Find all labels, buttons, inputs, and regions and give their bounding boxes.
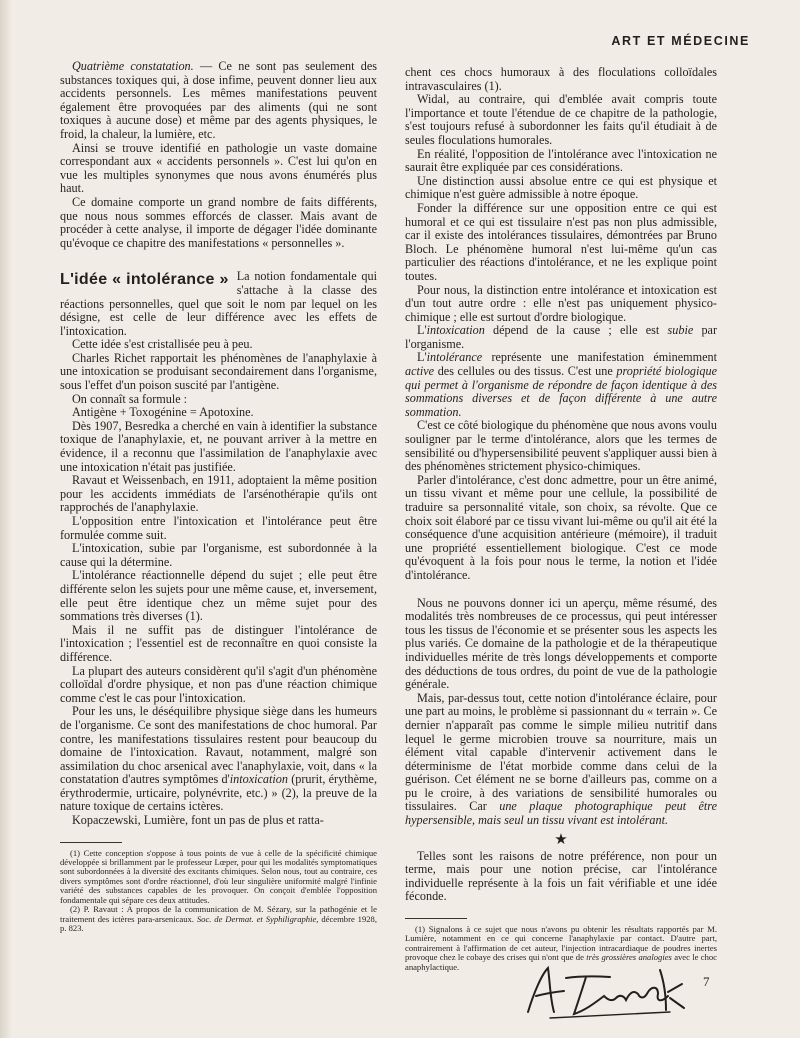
paragraph-pour-nous: Pour nous, la distinction entre intolérance et intoxication est d'un tout autre ordre : elle n'est pas uniquement physico-chimique ; elle est surtout d'ordre biologique. bbox=[405, 282, 717, 324]
paragraph-nous-ne-pouvons: Nous ne pouvons donner ici un aperçu, même résumé, des modalités très nombreuses de ce processus, qui peut intéresser tous les tissus de l'économie et se présenter sous les aspects les plus variés. Ce domaine de la pathologie et de la thérapeutique individuelles mérite de très longs développements et comporte des déductions de tous ordres, du point de vue de la pathologie générale. bbox=[405, 595, 717, 692]
emphasis: intolérance bbox=[426, 350, 483, 365]
paragraph-intoxication: L'intoxication, subie par l'organisme, est subordonnée à la cause qui la détermine. bbox=[60, 541, 377, 569]
paragraph-distinction: Une distinction aussi absolue entre ce qui est physique et chimique n'est guère admissible à notre époque. bbox=[405, 173, 717, 202]
paragraph-lintoxication bbox=[405, 324, 717, 351]
paragraph-text: représente une manifestation éminemment bbox=[482, 350, 717, 365]
paragraph-intolerance: L'intolérance réactionnelle dépend du sujet ; elle peut être différente selon les sujets pour une même cause, et, inversement, elle peut être identique chez un même sujet pour des sommations très diverses (1). bbox=[60, 568, 377, 624]
footnote-text: décembre 1928, p. 823. bbox=[60, 913, 377, 933]
right-column bbox=[405, 66, 717, 972]
emphasis: une plaque photographique peut être hypersensible, mais seul un tissu vivant est intolérant. bbox=[405, 799, 718, 828]
paragraph-pour-les-uns bbox=[60, 705, 377, 814]
left-column bbox=[60, 60, 377, 933]
emphasis: intoxication bbox=[229, 772, 288, 787]
paragraph-notion: La notion fondamentale qui s'attache à la classe des réactions personnelles, quel que soit le nom par lequel on les désigne, est celle de leur différence avec les effets de l'intoxication. bbox=[60, 269, 377, 338]
paragraph-text: Mais, par-dessus tout, cette notion d'intolérance éclaire, pour une part au moins, le problème si passionnant du « terrain ». Ce dernier n'apparaît pas comme le simple milieu nutritif dans lequel le germe microbien trouve sa nourriture, mais un élément vital capable d'intervenir activement dans le déterminisme de l'état morbide comme dans celui de la guérison. Cet élément ne se borne d'ailleurs pas, comme on a pu le croire, à des variations de sensibilité humorales ou tissulaires. Car bbox=[405, 690, 717, 814]
paragraph-fonder: Fonder la différence sur une opposition entre ce qui est humoral et ce qui est tissulaire n'est pas non plus admissible, car il existe des intolérances tissulaires, démontrées par Bruno Bloch. Le phénomène humoral n'est lui-même qu'un cas particulier des réactions d'intolérance, et ne les explique point toutes. bbox=[405, 200, 717, 283]
left-footnotes bbox=[60, 849, 377, 934]
paragraph-text: dépend de la cause ; elle est bbox=[484, 323, 668, 338]
footnote-emphasis: Soc. de Dermat. et Syphiligraphie, bbox=[196, 913, 319, 924]
paragraph-cristallisee: Cette idée s'est cristallisée peu à peu. bbox=[72, 337, 253, 352]
paragraph-lintolerance bbox=[405, 351, 717, 419]
star-separator: ★ bbox=[554, 831, 568, 848]
paragraph-besredka: Dès 1907, Besredka a cherché en vain à identifier la substance toxique de l'anaphylaxie, et, ne pouvant arriver à la mettre en évidence, il a reconnu que l'assimilation de l'anaphylaxie avec une intoxication n'était pas justifiée. bbox=[60, 418, 377, 474]
footnote-1: (1) Cette conception s'oppose à tous points de vue à celle de la spécificité chimique développée si brillamment par le professeur Lœper, pour qui les modalités symptomatiques sont subordonnées à la diversité des excitants chimiques. Selon nous, tout au contraire, ces divers symptômes sont d'ordre réactionnel, d'où leur singulière uniformité malgré l'infinie variété des substances capables de les provoquer. On conçoit d'emblée l'opposition fondamentale qui sépare ces deux attitudes. bbox=[60, 847, 377, 905]
paragraph-quatrieme bbox=[60, 60, 377, 142]
paragraph-cote-biologique: C'est ce côté biologique du phénomène que nous avons voulu souligner par le terme d'intolérance, alors que les termes de sensibilité ou d'hypersensibilité peuvent s'appliquer aussi bien à des phénomènes strictement physico-chimiques. bbox=[405, 418, 717, 474]
paragraph-telles: Telles sont les raisons de notre préférence, non pour un terme, mais pour une notion précise, car l'intolérance individuelle représente à la fois un fait vérifiable et une idée féconde. bbox=[405, 848, 717, 904]
emphasis: subie bbox=[667, 323, 694, 338]
paragraph-opposition: L'opposition entre l'intoxication et l'intolérance peut être formulée comme suit. bbox=[60, 514, 377, 542]
footnote-2 bbox=[60, 905, 377, 933]
emphasis: intoxication bbox=[426, 323, 485, 338]
footnote-text: (1) Signalons à ce sujet que nous n'avons pu obtenir les résultats rapportés par M. Lumière, notamment en ce qui concerne l'anaphylaxie par contact. D'autre part, contrairement à l'affirmation de cet auteur, l'injection intracardiaque de poudres inertes provoque chez le cobaye des crises qui n'ont que de bbox=[405, 924, 717, 963]
paragraph-text: L' bbox=[417, 323, 427, 338]
section-title: L'idée « intolérance » bbox=[60, 271, 229, 289]
emphasis: active bbox=[405, 364, 435, 379]
formula: Antigène + Toxogénine = Apotoxine. bbox=[72, 405, 254, 420]
footnote-text: avec le choc anaphylactique. bbox=[405, 952, 717, 972]
paragraph-domaine: Ce domaine comporte un grand nombre de faits différents, que nous nous sommes efforcés de classer. Mais avant de procéder à cette analyse, il importe de dégager l'idée dominante qu'évoque ce chapitre des manifestations « personnelles ». bbox=[60, 194, 377, 250]
paragraph-text: L' bbox=[417, 350, 427, 365]
paragraph-ravaut: Ravaut et Weissenbach, en 1911, adoptaient la même position pour les accidents immédiats de l'arsénothérapie qu'ils ont rapprochés de l'anaphylaxie. bbox=[60, 473, 377, 515]
paragraph-text: des cellules ou des tissus. C'est une bbox=[434, 364, 617, 379]
paragraph-text: Pour les uns, le déséquilibre physique siège dans les humeurs de l'organisme. Ce sont des manifestations de choc humoral. Par contre, les manifestations tissulaires restent pour beaucoup du domaine de l'intoxication. Ravaut, notamment, malgré son assimilation du choc arsenical avec l'anaphylaxie, voit, dans « la constatation d'autres symptômes d' bbox=[60, 704, 377, 787]
spacer bbox=[405, 583, 717, 597]
author-signature bbox=[520, 962, 690, 1020]
page-number: 7 bbox=[703, 974, 710, 989]
paragraph-kopaczewski: Kopaczewski, Lumière, font un pas de plus et ratta- bbox=[72, 813, 324, 828]
footnote-text: (2) P. Ravaut : A propos de la communication de M. Sézary, sur la pathogénie et le traitement des ictères para-arsenicaux. bbox=[60, 904, 377, 924]
paragraph-formule: On connaît sa formule : bbox=[72, 391, 188, 406]
paragraph-plupart: La plupart des auteurs considèrent qu'il s'agit d'un phénomène colloïdal d'ordre physique, et non pas d'une réaction chimique comme c'est le cas pour l'intoxication. bbox=[60, 663, 377, 705]
paragraph-realite: En réalité, l'opposition de l'intolérance avec l'intoxication ne saurait être expliquée par ces considérations. bbox=[405, 146, 717, 175]
paragraph-text: par l'organisme. bbox=[405, 323, 718, 351]
paragraph-chent: chent ces chocs humoraux à des floculations colloïdales intravasculaires (1). bbox=[405, 65, 717, 93]
paragraph-ainsi: Ainsi se trouve identifié en pathologie un vaste domaine correspondant aux « accidents personnels ». C'est lui qu'on en vue les multiples synonymes que nous avons énumérés plus haut. bbox=[60, 140, 377, 196]
paragraph-text: — Ce ne sont pas seulement des substances toxiques qui, à dose infime, peuvent donner lieu aux accidents personnels. Les mêmes manifestations peuvent également être provoquées par des aliments (qui ne sont toxiques à aucune dose) et même par des agents physiques, le froid, la chaleur, la lumière, etc. bbox=[60, 59, 377, 141]
emphasis: propriété biologique qui permet à l'organisme de répondre de façon identique à des sommations diverses et de façon différente à une autre sommation. bbox=[405, 364, 717, 419]
running-header: ART ET MÉDECINE bbox=[611, 34, 750, 48]
paragraph-mais: Mais il ne suffit pas de distinguer l'intolérance de l'intoxication ; l'essentiel est de reconnaître en quoi consiste la différence. bbox=[60, 622, 377, 664]
paragraph-parler: Parler d'intolérance, c'est donc admettre, pour un être animé, un tissu vivant et même pour une cellule, la possibilité de traduire sa personnalité vitale, son choix, sa révolte. Que ce choix soit élaboré par ce tissu vivant lui-même ou qu'il ait été la conséquence d'une acquisition antérieure (mémoire), il traduit une propriété essentiellement biologique. C'est ce mode qu'évoquent à la fois pour nous le terme, la notion et l'idée d'intolérance. bbox=[405, 472, 717, 582]
lead-quatrieme: Quatrième constatation. bbox=[72, 59, 194, 73]
footnote-emphasis: très grossières analogies bbox=[586, 952, 672, 963]
paragraph-richet: Charles Richet rapportait les phénomènes de l'anaphylaxie à une intoxication se produisant secondairement dans l'organisme, sous l'effet d'un poison suscité par l'antigène. bbox=[60, 350, 377, 393]
paragraph-widal: Widal, au contraire, qui d'emblée avait compris toute l'importance et toute l'étendue de ce chapitre de la pathologie, s'est toujours refusé à subordonner les faits qu'il étudiait à de seules floculations humorales. bbox=[405, 92, 717, 147]
footnote-divider bbox=[405, 918, 467, 919]
paragraph-par-dessus-tout bbox=[405, 692, 717, 828]
footnote-divider bbox=[60, 842, 122, 843]
section-intolerance bbox=[60, 270, 377, 338]
scan-edge-shadow bbox=[0, 0, 12, 1038]
paragraph-text: (prurit, érythème, érythrodermie, urticaire, polynévrite, etc.) » (2), la preuve de la nature toxique de certains ictères. bbox=[60, 772, 377, 814]
